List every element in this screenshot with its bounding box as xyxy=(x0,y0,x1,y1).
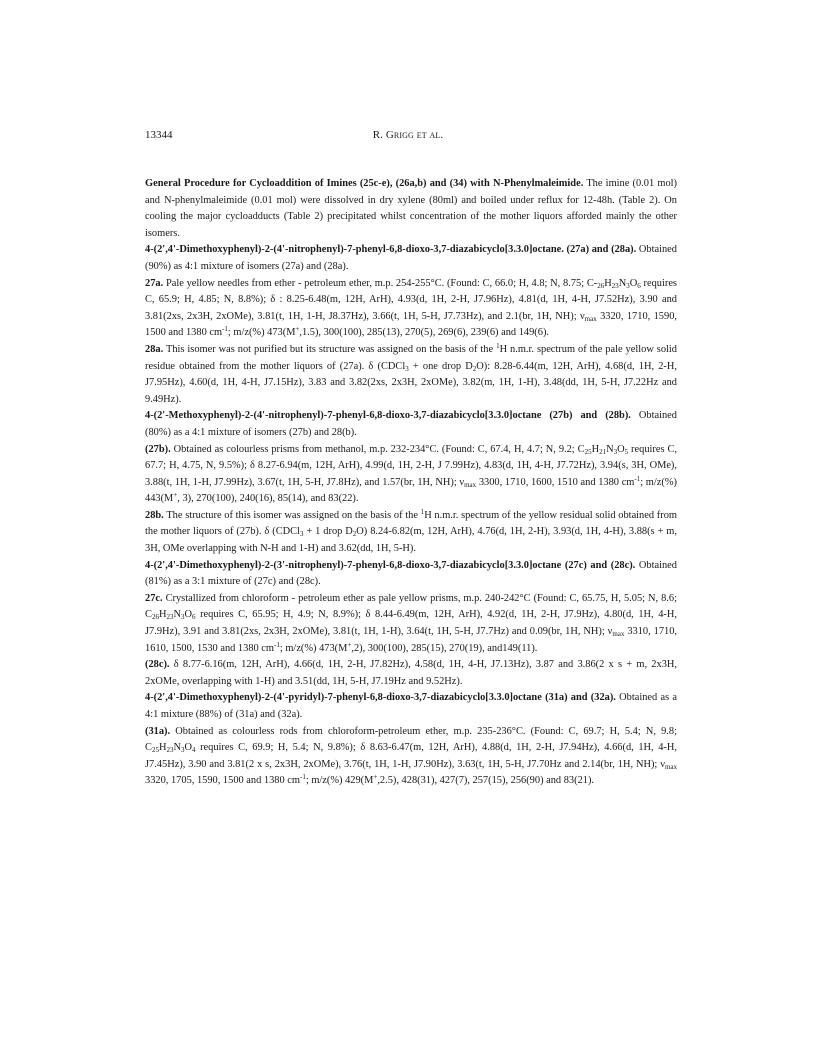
paragraph-27b xyxy=(145,442,677,508)
superscript: + xyxy=(173,491,178,500)
subscript: 21 xyxy=(599,447,607,456)
text-run: O) 8.24-6.82(m, 12H, ArH), 4.76(d, 1H, 2-H), 3.93(d, 1H, 4-H), 3.88(s + m, 3H, OMe overlapping with N-H and 1-H) and 3.62(dd, 1H, 5-H). xyxy=(145,526,677,555)
text-run: H xyxy=(158,742,167,754)
subscript: 5 xyxy=(624,447,629,456)
text-run: H xyxy=(158,609,167,621)
subscript: 23 xyxy=(166,613,174,622)
text-run: O xyxy=(184,742,192,754)
text-run: 3320, 1710, 1590, 1500 and 1380 cm xyxy=(145,310,677,339)
text-run: ; m/z(%) 473(M xyxy=(279,642,348,654)
compound-yield: Obtained (80%) as a 4:1 mixture of isomers (27b) and 28(b). xyxy=(145,410,677,438)
compound-heading-27b-28b xyxy=(145,408,677,441)
subscript: 3 xyxy=(299,530,304,539)
compound-title: 4-(2',4'-Dimethoxyphenyl)-2-(3'-nitrophenyl)-7-phenyl-6,8-dioxo-3,7-diazabicyclo[3.3.0]octane (27c) and (28c). xyxy=(145,559,636,571)
text-run: O): 8.28-6.44(m, 12H, ArH), 4.68(d, 1H, 2-H, J7.95Hz), 4.60(d, 1H, 4-H, J7.15Hz), 3.83 and 3.82(2xs, 2x3H, 2xOMe), 3.82(m, 1H, 1-H), 3.48(dd, 1H, 5-H, J7.22Hz and 9.49Hz). xyxy=(145,360,677,405)
superscript: 1 xyxy=(496,341,500,350)
paragraph-27c xyxy=(145,591,677,657)
text-run: Pale yellow needles from ether - petroleum ether, m.p. 254-255°C. (Found: C, 66.0; H, 4.8; N, 8.75; C- xyxy=(165,277,598,289)
text-run: ,1.5), 300(100), 285(13), 270(5), 269(6), 239(6) and 149(6). xyxy=(299,327,550,339)
subscript: 23 xyxy=(166,746,174,755)
text-run: H n.m.r. spectrum of the yellow residual solid obtained from the mother liquors of (27b). δ (CDCl xyxy=(145,509,677,538)
subscript: 3 xyxy=(405,364,409,373)
subscript: 3 xyxy=(613,447,618,456)
subscript: 3 xyxy=(180,746,185,755)
subscript: 26 xyxy=(151,613,159,622)
subscript: 4 xyxy=(191,746,196,755)
general-procedure-title: General Procedure for Cycloaddition of Imines (25c-e), (26a,b) and (34) with N-Phenylmaleimide. xyxy=(145,178,584,189)
text-run: requires C, 69.9; H, 5.4; N, 9.8%); δ 8.63-6.47(m, 12H, ArH), 4.88(d, 1H, 2-H, J7.94Hz), 4.66(d, 1H, 4-H, J7.45Hz), 3.90 and 3.81(2 x s, 2x3H, 2xOMe), 3.76(t, 1H, 1-H, J7.90Hz), 3.63(t, 1H, 5-H, J7.70Hz and 2.14(br, 1H, NH); ν xyxy=(145,742,677,770)
text-run: ,2.5), 428(31), 427(7), 257(15), 256(90) and 83(21). xyxy=(377,775,595,787)
superscript: -1 xyxy=(299,773,306,782)
paragraph-28c xyxy=(145,657,677,690)
superscript: -1 xyxy=(222,325,228,334)
subscript: 6 xyxy=(191,613,196,622)
isomer-label: (27b). xyxy=(145,443,171,455)
text-run: O xyxy=(629,277,638,289)
text-run: N xyxy=(618,277,627,289)
text-run: H xyxy=(604,277,612,289)
isomer-label: 27a. xyxy=(145,277,164,289)
paragraph-28b xyxy=(145,508,677,558)
text-run: O xyxy=(184,609,192,621)
general-procedure-paragraph xyxy=(145,176,677,242)
text-run: H xyxy=(591,443,600,455)
superscript: + xyxy=(295,325,300,334)
subscript: 3 xyxy=(180,613,185,622)
isomer-label: 28a. xyxy=(145,343,164,355)
compound-heading-27c-28c xyxy=(145,558,677,591)
text-run: N xyxy=(173,609,181,621)
text-run: + one drop D xyxy=(408,360,473,372)
subscript: 26 xyxy=(597,281,605,290)
subscript: max xyxy=(612,630,625,639)
isomer-label: (28c). xyxy=(145,659,170,671)
compound-title: 4-(2',4'-Dimethoxyphenyl)-2-(4'-nitrophenyl)-7-phenyl-6,8-dioxo-3,7-diazabicyclo[3.3.0]octane. (27a) and (28a). xyxy=(145,244,637,256)
compound-yield: Obtained (90%) as 4:1 mixture of isomers (27a) and (28a). xyxy=(145,244,677,272)
superscript: 1 xyxy=(420,507,425,516)
superscript: -1 xyxy=(634,474,641,483)
compound-heading-27a-28a xyxy=(145,242,677,275)
text-run: requires C, 67.7; H, 4.75, N, 9.5%); δ 8.27-6.94(m, 12H, ArH), 4.99(d, 1H, 2-H, J 7.99Hz), 4.83(d, 1H, 4-H, J7.72Hz), 3.94(s, 3H, OMe), 3.88(t, 1H, 1-H, J7.99Hz), 3.67(t, 1H, 5-H, J7.8Hz), and 1.57(br, 1H, NH); ν xyxy=(145,443,677,488)
general-procedure-text: The imine (0.01 mol) and N-phenylmaleimide (0.01 mol) were dissolved in dry xylene (80ml) and boiled under reflux for 12-48h. (Table 2). On cooling the major cycloadducts (Table 2) precipitated whilst concentration of the mother liquors afforded mainly the other isomers. xyxy=(145,178,677,239)
running-head: R. Grigg et al. xyxy=(372,129,444,141)
compound-title: 4-(2'-Methoxyphenyl)-2-(4'-nitrophenyl)-7-phenyl-6,8-dioxo-3,7-diazabicyclo[3.3.0]octane (27b) and (28b). xyxy=(145,410,631,422)
subscript: max xyxy=(664,762,677,771)
text-run: Obtained as colourless prisms from methanol, m.p. 232-234°C. (Found: C, 67.4, H, 4.7; N, 9.2; C xyxy=(173,443,585,455)
text-run: , 3), 270(100), 240(16), 85(14), and 83(22). xyxy=(177,493,359,505)
text-run: δ 8.77-6.16(m, 12H, ArH), 4.66(d, 1H, 2-H, J7.82Hz), 4.58(d, 1H, 4-H, J7.13Hz), 3.87 and 3.86(2 x s + m, 2x3H, 2xOMe, overlapping with 1-H) and 3.51(dd, 1H, 5-H, J7.19Hz and 9.52Hz). xyxy=(145,659,677,687)
subscript: 25 xyxy=(151,746,159,755)
paragraph-28a xyxy=(145,342,677,408)
text-run: Obtained as colourless rods from chloroform-petroleum ether, m.p. 235-236°C. (Found: C, 69.7; H, 5.4; N, 9.8; C xyxy=(145,725,677,754)
text-run: The structure of this isomer was assigned on the basis of the xyxy=(166,509,421,521)
isomer-label: (31a). xyxy=(145,725,171,737)
text-run: N xyxy=(173,742,181,754)
text-run: ,2), 300(100), 285(15), 270(19), and149(11). xyxy=(351,642,538,654)
subscript: 2 xyxy=(472,364,477,373)
compound-yield: Obtained as a 4:1 mixture (88%) of (31a) and (32a). xyxy=(145,692,677,720)
text-run: ; m/z(%) 473(M xyxy=(227,327,296,339)
text-run: O xyxy=(617,443,625,455)
text-run: Crystallized from chloroform - petroleum ether as pale yellow prisms, m.p. 240-242°C (Found: C, 65.75, H, 5.05; N, 8.6; C xyxy=(145,592,677,621)
text-run: 3320, 1705, 1590, 1500 and 1380 cm xyxy=(145,775,300,787)
experimental-section xyxy=(145,176,677,790)
isomer-label: 27c. xyxy=(145,592,163,604)
compound-title: 4-(2',4'-Dimethoxyphenyl)-2-(4'-pyridyl)-7-phenyl-6,8-dioxo-3,7-diazabicyclo[3.3.0]octane (31a) and (32a). xyxy=(145,692,616,704)
superscript: + xyxy=(347,640,352,649)
text-run: This isomer was not purified but its structure was assigned on the basis of the xyxy=(165,343,497,355)
subscript: max xyxy=(464,480,477,489)
paragraph-27a xyxy=(145,276,677,342)
subscript: 2 xyxy=(352,530,357,539)
subscript: 25 xyxy=(584,447,592,456)
superscript: + xyxy=(373,773,378,782)
text-run: H n.m.r. spectrum of the pale yellow solid residue obtained from the mother liquors of (27a). δ (CDCl xyxy=(145,343,677,372)
compound-heading-31a-32a xyxy=(145,690,677,723)
paragraph-31a xyxy=(145,724,677,790)
isomer-label: 28b. xyxy=(145,509,164,521)
text-run: N xyxy=(606,443,614,455)
text-run: 3300, 1710, 1600, 1510 and 1380 cm xyxy=(476,476,635,488)
text-run: ; m/z(%) 443(M xyxy=(145,476,677,505)
superscript: -1 xyxy=(274,640,280,649)
text-run: requires C, 65.95; H, 4.9; N, 8.9%); δ 8.44-6.49(m, 12H, ArH), 4.92(d, 1H, 2-H, J7.9Hz), 4.80(d, 1H, 4-H, J7.9Hz), 3.91 and 3.81(2xs, 2x3H, 2xOMe), 3.81(t, 1H, 1-H), 3.64(t, 1H, 5-H, J7.7Hz) and 0.09(br, 1H, NH); ν xyxy=(145,609,677,638)
text-run: ; m/z(%) 429(M xyxy=(305,775,374,787)
subscript: max xyxy=(584,314,597,323)
subscript: 23 xyxy=(611,281,619,290)
subscript: 6 xyxy=(637,281,641,290)
subscript: 3 xyxy=(626,281,630,290)
compound-yield: Obtained (81%) as a 3:1 mixture of (27c) and (28c). xyxy=(145,559,677,588)
text-run: 3310, 1710, 1610, 1500, 1530 and 1380 cm xyxy=(145,626,678,654)
text-run: + 1 drop D xyxy=(303,526,353,538)
page-number: 13344 xyxy=(145,129,173,141)
text-run: requires C, 65.9; H, 4.85; N, 8.8%); δ : 8.25-6.48(m, 12H, ArH), 4.93(d, 1H, 2-H, J7.96Hz), 4.81(d, 1H, 4-H, J7.52Hz), 3.90 and 3.81(2xs, 2x3H, 2xOMe), 3.81(t, 1H, 1-H, J8.37Hz), 3.66(t, 1H, 5-H, J7.73Hz), and 2.1(br, 1H, NH); ν xyxy=(145,277,677,322)
